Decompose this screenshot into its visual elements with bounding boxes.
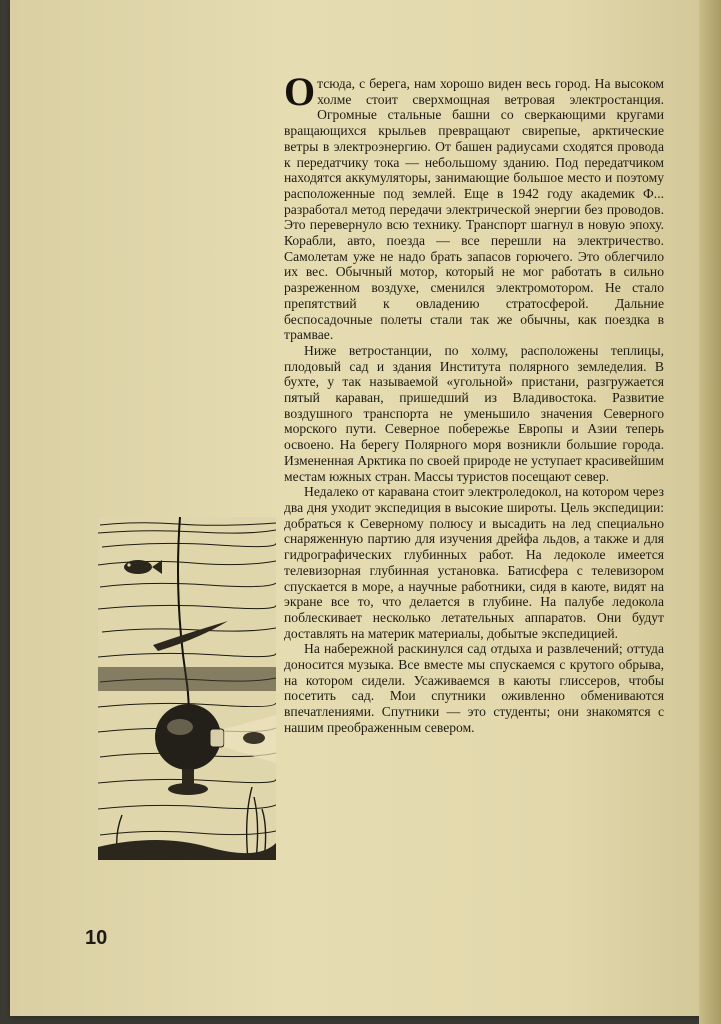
drop-cap: О [284, 69, 316, 114]
paragraph-2: Ниже ветростанции, по холму, расположены теплицы, плодовый сад и здания Института полярного земледелия. В бухте, у так называемой «угольной» пристани, разгружается пятый караван, пришедший из Владивостока. Развитие воздушного транспорта не уменьшило значения Северного морского пути. Северное побережье Европы и Азии теперь освоено. На берегу Полярного моря возникли большие города. Измененная Арктика по своей природе не уступает красивейшим местам южных стран. Массы туристов посещают север. [284, 342, 664, 484]
bathysphere-illustration [98, 517, 276, 860]
page-edge [699, 0, 721, 1024]
book-page [10, 0, 700, 1016]
paragraph-4: На набережной раскинулся сад отдыха и развлечений; оттуда доносится музыка. Все вместе мы спускаемся с крутого обрыва, на котором сидели. Усаживаемся в каюты глиссеров, чтобы посетить сад. Мои спутники оживленно обмениваются впечатлениями. Спутники — это студенты; они знакомятся с нашим преображенным севером. [284, 641, 664, 735]
paragraph-1 [284, 69, 664, 343]
article-text [284, 69, 664, 736]
paragraph-3: Недалеко от каравана стоит электроледокол, на котором через два дня уходит экспедиция в высокие широты. Цель экспедиции: добраться к Северному полюсу и высадить на лед специально снаряженную партию для изучения дрейфа льдов, а также и для гидрографических глубинных работ. На ледоколе имеется телевизорная глубинная установка. Батисфера с телевизором спускается в море, а научные работники, сидя в каюте, видят на экране все то, что делается в глубине. На палубе ледокола поблескивает несколько летательных аппаратов. Они будут доставлять на материк материалы, добытые экспедицией. [284, 484, 664, 641]
page-number: 10 [85, 927, 108, 949]
paragraph-1-text: тсюда, с берега, нам хорошо виден весь город. На высоком холме стоит сверхмощная ветровая электростанция. Огромные стальные башни со сверкающими кругами вращающихся крыльев превращают свирепые, арктические ветры в электроэнергию. От башен радиусами сходятся провода к передатчику тока — небольшому зданию. Под передатчиком находятся аккумуляторы, занимающие большое место и поэтому расположенные под землей. Еще в 1942 году академик Ф... разработал метод передачи электрической энергии без проводов. Это перевернуло всю технику. Транспорт шагнул в новую эпоху. Корабли, авто, поезда — все перешли на электричество. Самолетам уже не надо брать запасов горючего. Это облегчило их вес. Обычный мотор, который не мог работать в сильно разреженном воздухе, сменился электромотором. Не стало препятствий к овладению стратосферой. Дальние беспосадочные полеты стали так же обычны, как поездка в трамвае. [284, 76, 664, 343]
